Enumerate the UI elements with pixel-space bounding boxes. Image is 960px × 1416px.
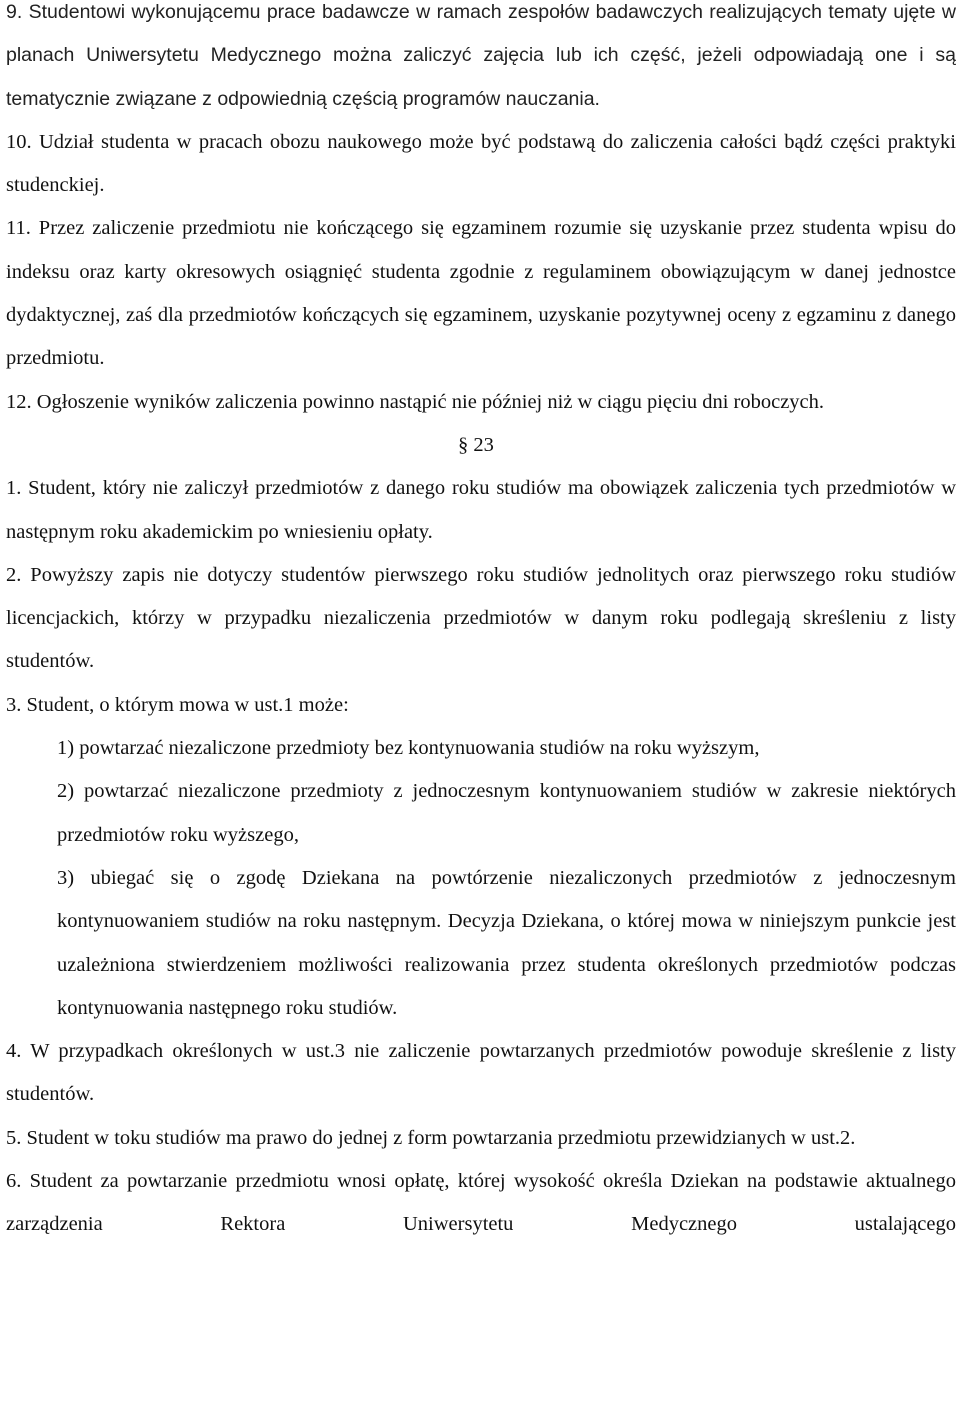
paragraph-12: 12. Ogłoszenie wyników zaliczenia powinno nastąpić nie później niż w ciągu pięciu dni roboczych. xyxy=(6,390,825,413)
paragraph-2: 2. Powyższy zapis nie dotyczy studentów pierwszego roku studiów jednolitych oraz pierwszego roku studiów licencjackich, którzy w przypadku niezaliczenia przedmiotów w danym roku podlegają skreśleniu z listy studentów. xyxy=(6,563,956,673)
document-page xyxy=(6,0,956,1247)
paragraph-6: 6. Student za powtarzanie przedmiotu wnosi opłatę, której wysokość określa Dziekan na podstawie aktualnego zarządzenia Rektora Uniwersytetu Medycznego ustalającego xyxy=(6,1170,956,1236)
list-item: 3) ubiegać się o zgodę Dziekana na powtórzenie niezaliczonych przedmiotów z jednoczesnym kontynuowaniem studiów na roku następnym. Decyzja Dziekana, o której mowa w niniejszym punkcie jest uzależniona stwierdzeniem możliwości realizowania przez studenta określonych przedmiotów podczas kontynuowania następnego roku studiów. xyxy=(57,866,956,1019)
paragraph-10: 10. Udział studenta w pracach obozu naukowego może być podstawą do zaliczenia całości bądź części praktyki studenckiej. xyxy=(6,130,956,197)
paragraph-4: 4. W przypadkach określonych w ust.3 nie zaliczenie powtarzanych przedmiotów powoduje skreślenie z listy studentów. xyxy=(6,1040,956,1106)
paragraph-3: 3. Student, o którym mowa w ust.1 może: xyxy=(6,693,349,716)
paragraph-9: 9. Studentowi wykonującemu prace badawcze w ramach zespołów badawczych realizujących tematy ujęte w planach Uniwersytetu Medycznego można zaliczyć zajęcia lub ich część, jeżeli odpowiadają one i są tematycznie związane z odpowiednią częścią programów nauczania. xyxy=(6,1,956,110)
paragraph-11: 11. Przez zaliczenie przedmiotu nie kończącego się egzaminem rozumie się uzyskanie przez studenta wpisu do indeksu oraz karty okresowych osiągnięć studenta zgodnie z regulaminem obowiązującym w danej jednostce dydaktycznej, zaś dla przedmiotów kończących się egzaminem, uzyskanie pozytywnej oceny z egzaminu z danego przedmiotu. xyxy=(6,217,956,370)
list-item: 1) powtarzać niezaliczone przedmioty bez kontynuowania studiów na roku wyższym, xyxy=(57,737,760,760)
list-item: 2) powtarzać niezaliczone przedmioty z jednoczesnym kontynuowaniem studiów w zakresie niektórych przedmiotów roku wyższego, xyxy=(57,780,956,846)
paragraph-5: 5. Student w toku studiów ma prawo do jednej z form powtarzania przedmiotu przewidzianych w ust.2. xyxy=(6,1126,856,1149)
section-heading: § 23 xyxy=(458,433,494,456)
paragraph-1: 1. Student, który nie zaliczył przedmiotów z danego roku studiów ma obowiązek zaliczenia tych przedmiotów w następnym roku akademickim po wniesieniu opłaty. xyxy=(6,477,956,543)
